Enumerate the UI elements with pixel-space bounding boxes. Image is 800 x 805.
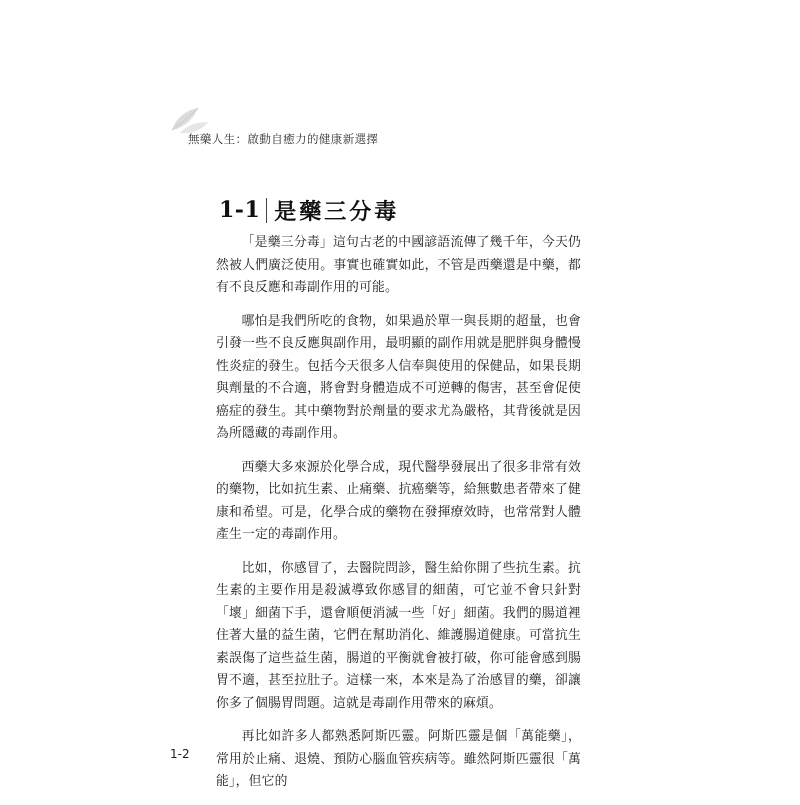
running-header xyxy=(168,100,388,146)
chapter-divider xyxy=(266,198,267,223)
paragraph: 比如，你感冒了，去醫院問診，醫生給你開了些抗生素。抗生素的主要作用是殺滅導致你感冒的細菌，可它並不會只針對「壞」細菌下手，還會順便消滅一些「好」細菌。我們的腸道裡住著大量的益生菌，它們在幫助消化、維護腸道健康。可當抗生素誤傷了這些益生菌，腸道的平衡就會被打破，你可能會感到腸胃不適，甚至拉肚子。這樣一來，本來是為了治感冒的藥，卻讓你多了個腸胃問題。這就是毒副作用帶來的麻煩。 xyxy=(216,560,581,711)
chapter-heading xyxy=(219,190,399,230)
paragraph: 再比如許多人都熟悉阿斯匹靈。阿斯匹靈是個「萬能藥」，常用於止痛、退燒、預防心腦血管疾病等。雖然阿斯匹靈很「萬能」，但它的 xyxy=(216,729,581,789)
body-text xyxy=(216,232,581,805)
running-header-title: 無藥人生：啟動自癒力的健康新選擇 xyxy=(188,132,379,146)
paragraph: 西藥大多來源於化學合成，現代醫學發展出了很多非常有效的藥物，比如抗生素、止痛藥、抗癌藥等，給無數患者帶來了健康和希望。可是，化學合成的藥物在發揮療效時，也常常對人體產生一定的毒副作用。 xyxy=(216,459,581,542)
chapter-title: 是藥三分毒 xyxy=(274,198,400,225)
chapter-number: 1-1 xyxy=(219,197,261,223)
paragraph: 哪怕是我們所吃的食物，如果過於單一與長期的超量，也會引發一些不良反應與副作用，最明顯的副作用就是肥胖與身體慢性炎症的發生。包括今天很多人信奉與使用的保健品，如果長期與劑量的不合適，將會對身體造成不可逆轉的傷害，甚至會促使癌症的發生。其中藥物對於劑量的要求尤為嚴格，其背後就是因為所隱藏的毒副作用。 xyxy=(216,313,581,441)
paragraph: 「是藥三分毒」這句古老的中國諺語流傳了幾千年，今天仍然被人們廣泛使用。事實也確實如此，不管是西藥還是中藥，都有不良反應和毒副作用的可能。 xyxy=(216,235,581,295)
page-number: 1-2 xyxy=(170,747,190,761)
